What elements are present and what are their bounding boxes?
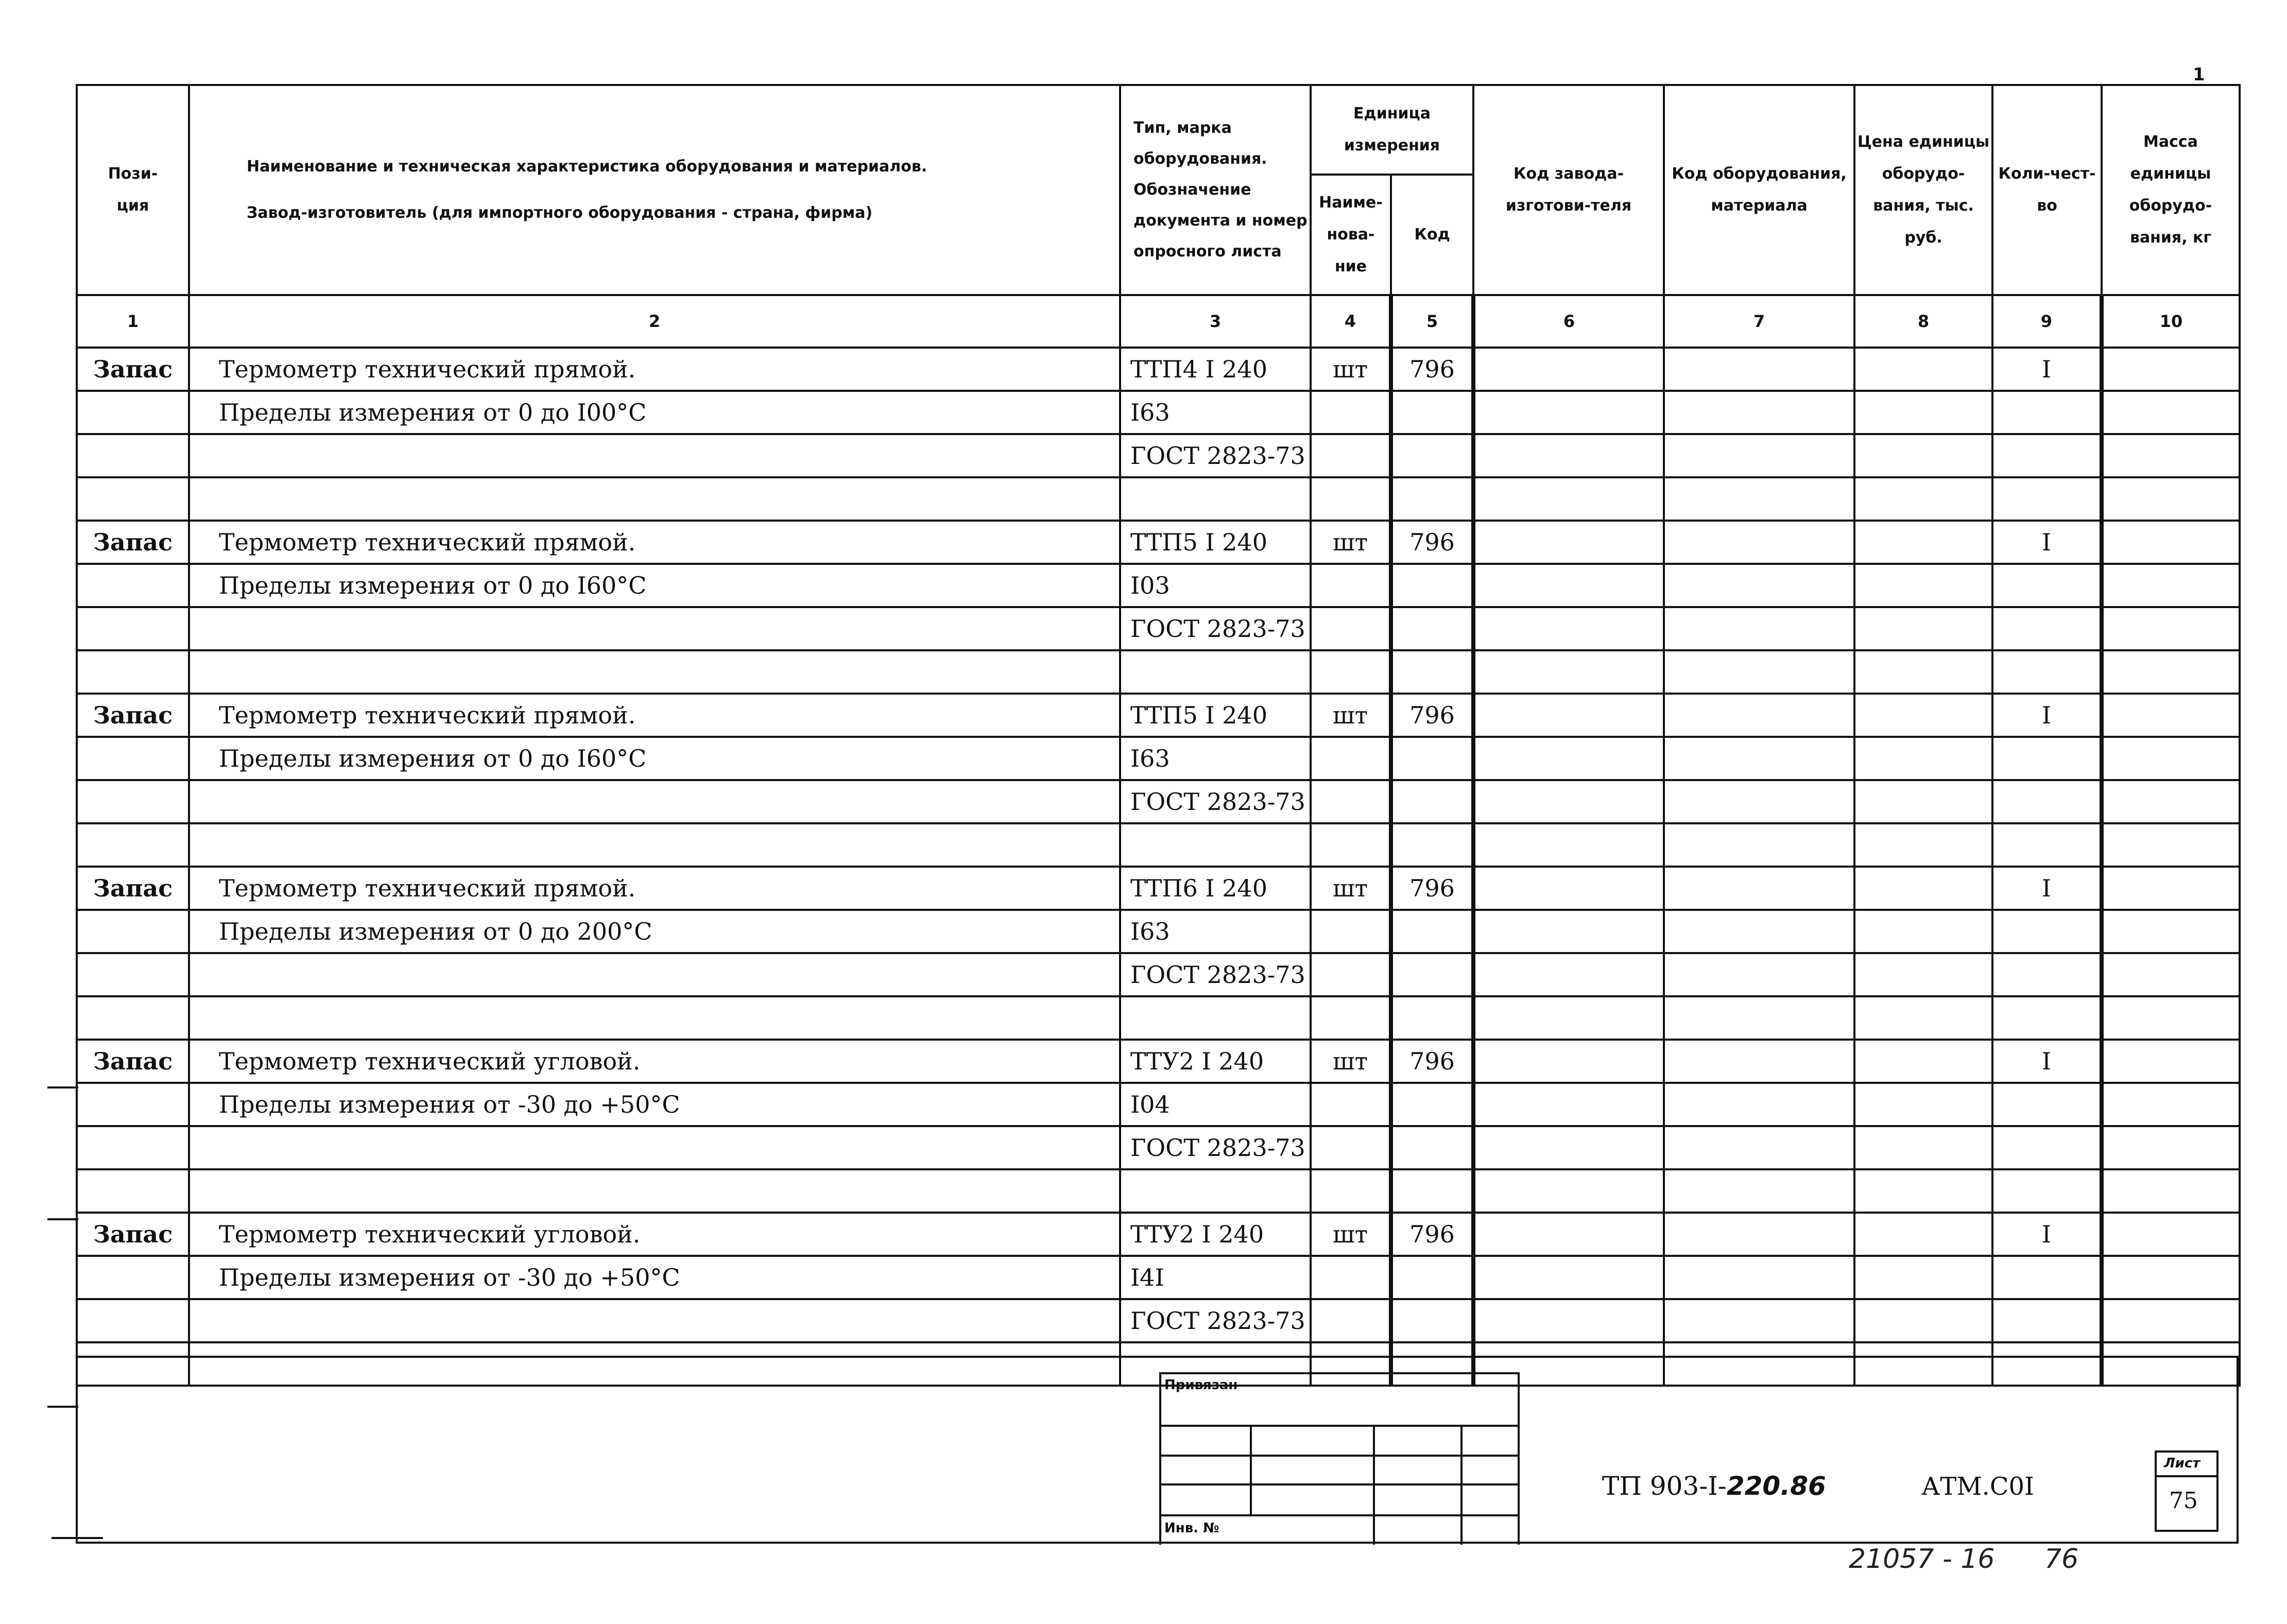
position-cell xyxy=(77,650,189,694)
column-number-row xyxy=(77,295,2240,348)
mass-cell xyxy=(2102,823,2240,867)
type-cell: ГОСТ 2823-73 xyxy=(1120,1126,1311,1169)
position-cell xyxy=(77,564,189,607)
handwritten-archive-number: 21057 - 16 xyxy=(1849,1544,1995,1575)
mass-cell xyxy=(2102,867,2240,910)
quantity-cell xyxy=(1992,780,2102,823)
header-name: Наименование и техническая характеристика оборудования и материалов. Завод-изготовитель (для импортного оборудования - страна, фирма) xyxy=(189,85,1120,295)
unit-code-cell xyxy=(1391,1083,1473,1126)
header-quantity: Коли-чест-во xyxy=(1992,85,2102,295)
type-cell xyxy=(1120,1169,1311,1213)
table-row xyxy=(77,477,2240,521)
maker-code-cell xyxy=(1473,1169,1664,1213)
maker-code-cell xyxy=(1473,1299,1664,1342)
position-cell: Запас xyxy=(77,867,189,910)
binding-stamp xyxy=(1159,1372,1520,1545)
position-cell xyxy=(77,780,189,823)
price-cell xyxy=(1854,477,1992,521)
sheet-number: 75 xyxy=(2169,1488,2198,1514)
unit-name-cell xyxy=(1311,910,1391,953)
name-cell: Термометр технический прямой. xyxy=(189,348,1120,391)
quantity-cell: I xyxy=(1992,694,2102,737)
price-cell xyxy=(1854,1040,1992,1083)
position-cell xyxy=(77,1256,189,1299)
table-row xyxy=(77,650,2240,694)
equipment-code-cell xyxy=(1664,1126,1854,1169)
equipment-code-cell xyxy=(1664,737,1854,780)
position-cell xyxy=(77,910,189,953)
price-cell xyxy=(1854,1213,1992,1256)
equipment-code-cell xyxy=(1664,1169,1854,1213)
maker-code-cell xyxy=(1473,737,1664,780)
spec-table xyxy=(76,84,2241,1387)
price-cell xyxy=(1854,434,1992,477)
quantity-cell xyxy=(1992,391,2102,434)
mass-cell xyxy=(2102,953,2240,996)
equipment-code-cell xyxy=(1664,996,1854,1040)
price-cell xyxy=(1854,953,1992,996)
table-row xyxy=(77,1213,2240,1256)
price-cell xyxy=(1854,564,1992,607)
quantity-cell xyxy=(1992,607,2102,650)
maker-code-cell xyxy=(1473,434,1664,477)
equipment-code-cell xyxy=(1664,1083,1854,1126)
unit-code-cell xyxy=(1391,780,1473,823)
unit-code-cell xyxy=(1391,477,1473,521)
unit-code-cell xyxy=(1391,607,1473,650)
column-number: 2 xyxy=(189,295,1120,348)
price-cell xyxy=(1854,391,1992,434)
unit-code-cell xyxy=(1391,953,1473,996)
spec-sheet xyxy=(76,84,2239,1544)
column-number: 5 xyxy=(1391,295,1473,348)
title-block xyxy=(76,1356,2239,1544)
maker-code-cell xyxy=(1473,694,1664,737)
maker-code-cell xyxy=(1473,521,1664,564)
maker-code-cell xyxy=(1473,1213,1664,1256)
unit-name-cell xyxy=(1311,953,1391,996)
page-number-top: 1 xyxy=(2193,64,2205,85)
column-number: 4 xyxy=(1311,295,1391,348)
unit-name-cell: шт xyxy=(1311,1040,1391,1083)
unit-code-cell xyxy=(1391,1256,1473,1299)
price-cell xyxy=(1854,780,1992,823)
unit-name-cell xyxy=(1311,1083,1391,1126)
mass-cell xyxy=(2102,737,2240,780)
quantity-cell xyxy=(1992,1256,2102,1299)
mass-cell xyxy=(2102,1083,2240,1126)
unit-name-cell xyxy=(1311,434,1391,477)
mass-cell xyxy=(2102,780,2240,823)
maker-code-cell xyxy=(1473,477,1664,521)
quantity-cell xyxy=(1992,564,2102,607)
position-cell: Запас xyxy=(77,521,189,564)
type-cell xyxy=(1120,996,1311,1040)
type-cell: ГОСТ 2823-73 xyxy=(1120,953,1311,996)
unit-code-cell xyxy=(1391,650,1473,694)
column-number: 10 xyxy=(2102,295,2240,348)
maker-code-cell xyxy=(1473,996,1664,1040)
handwritten-page-number: 76 xyxy=(2044,1544,2079,1575)
quantity-cell xyxy=(1992,910,2102,953)
table-row xyxy=(77,1083,2240,1126)
equipment-code-cell xyxy=(1664,1299,1854,1342)
unit-name-cell xyxy=(1311,737,1391,780)
name-cell xyxy=(189,650,1120,694)
unit-code-cell xyxy=(1391,564,1473,607)
type-cell: I63 xyxy=(1120,737,1311,780)
mass-cell xyxy=(2102,434,2240,477)
mass-cell xyxy=(2102,1126,2240,1169)
table-row xyxy=(77,1256,2240,1299)
name-cell: Пределы измерения от 0 до 200°C xyxy=(189,910,1120,953)
quantity-cell xyxy=(1992,737,2102,780)
table-row xyxy=(77,348,2240,391)
equipment-code-cell xyxy=(1664,867,1854,910)
name-cell xyxy=(189,780,1120,823)
type-cell: ГОСТ 2823-73 xyxy=(1120,780,1311,823)
table-row xyxy=(77,910,2240,953)
price-cell xyxy=(1854,823,1992,867)
column-number: 7 xyxy=(1664,295,1854,348)
quantity-cell xyxy=(1992,434,2102,477)
quantity-cell: I xyxy=(1992,1213,2102,1256)
name-cell: Термометр технический угловой. xyxy=(189,1213,1120,1256)
unit-code-cell xyxy=(1391,996,1473,1040)
mass-cell xyxy=(2102,1299,2240,1342)
equipment-code-cell xyxy=(1664,953,1854,996)
header-mass: Масса единицы оборудо-вания, кг xyxy=(2102,85,2240,295)
unit-code-cell: 796 xyxy=(1391,694,1473,737)
position-cell xyxy=(77,477,189,521)
table-row xyxy=(77,434,2240,477)
header-position: Пози- ция xyxy=(77,85,189,295)
type-cell: ТТУ2 I 240 xyxy=(1120,1213,1311,1256)
unit-name-cell xyxy=(1311,564,1391,607)
position-cell xyxy=(77,607,189,650)
type-cell: I04 xyxy=(1120,1083,1311,1126)
equipment-code-cell xyxy=(1664,823,1854,867)
name-cell xyxy=(189,477,1120,521)
quantity-cell xyxy=(1992,477,2102,521)
quantity-cell xyxy=(1992,823,2102,867)
type-cell: I63 xyxy=(1120,391,1311,434)
price-cell xyxy=(1854,1126,1992,1169)
document-code: АТМ.С0I xyxy=(1921,1472,2034,1501)
type-cell xyxy=(1120,823,1311,867)
unit-code-cell xyxy=(1391,1126,1473,1169)
position-cell xyxy=(77,1299,189,1342)
margin-mark xyxy=(47,1406,78,1408)
maker-code-cell xyxy=(1473,348,1664,391)
price-cell xyxy=(1854,1299,1992,1342)
unit-code-cell: 796 xyxy=(1391,1040,1473,1083)
unit-code-cell: 796 xyxy=(1391,867,1473,910)
position-cell: Запас xyxy=(77,1040,189,1083)
type-cell: I4I xyxy=(1120,1256,1311,1299)
quantity-cell: I xyxy=(1992,521,2102,564)
column-number: 8 xyxy=(1854,295,1992,348)
name-cell: Пределы измерения от 0 до I60°C xyxy=(189,564,1120,607)
maker-code-cell xyxy=(1473,910,1664,953)
type-cell: ГОСТ 2823-73 xyxy=(1120,607,1311,650)
maker-code-cell xyxy=(1473,1126,1664,1169)
table-row xyxy=(77,867,2240,910)
name-cell: Пределы измерения от 0 до I60°C xyxy=(189,737,1120,780)
price-cell xyxy=(1854,694,1992,737)
equipment-code-cell xyxy=(1664,477,1854,521)
name-cell xyxy=(189,953,1120,996)
unit-code-cell xyxy=(1391,434,1473,477)
maker-code-cell xyxy=(1473,1040,1664,1083)
quantity-cell xyxy=(1992,1299,2102,1342)
quantity-cell xyxy=(1992,1083,2102,1126)
unit-name-cell xyxy=(1311,780,1391,823)
unit-code-cell: 796 xyxy=(1391,521,1473,564)
type-cell xyxy=(1120,477,1311,521)
quantity-cell: I xyxy=(1992,867,2102,910)
position-cell: Запас xyxy=(77,1213,189,1256)
position-cell xyxy=(77,1169,189,1213)
table-row xyxy=(77,996,2240,1040)
equipment-code-cell xyxy=(1664,348,1854,391)
table-row xyxy=(77,823,2240,867)
price-cell xyxy=(1854,996,1992,1040)
table-row xyxy=(77,607,2240,650)
unit-name-cell: шт xyxy=(1311,521,1391,564)
quantity-cell xyxy=(1992,953,2102,996)
name-cell xyxy=(189,1299,1120,1342)
unit-name-cell xyxy=(1311,650,1391,694)
maker-code-cell xyxy=(1473,867,1664,910)
unit-name-cell: шт xyxy=(1311,694,1391,737)
unit-name-cell xyxy=(1311,996,1391,1040)
unit-name-cell xyxy=(1311,1299,1391,1342)
maker-code-cell xyxy=(1473,780,1664,823)
name-cell: Пределы измерения от -30 до +50°C xyxy=(189,1083,1120,1126)
inventory-label: Инв. № xyxy=(1164,1521,1219,1536)
unit-name-cell xyxy=(1311,1256,1391,1299)
type-cell: ТТП4 I 240 xyxy=(1120,348,1311,391)
unit-name-cell xyxy=(1311,477,1391,521)
maker-code-cell xyxy=(1473,391,1664,434)
maker-code-cell xyxy=(1473,953,1664,996)
mass-cell xyxy=(2102,391,2240,434)
price-cell xyxy=(1854,650,1992,694)
header-price: Цена единицы оборудо-вания, тыс. руб. xyxy=(1854,85,1992,295)
price-cell xyxy=(1854,910,1992,953)
column-number: 1 xyxy=(77,295,189,348)
name-cell xyxy=(189,434,1120,477)
column-number: 9 xyxy=(1992,295,2102,348)
margin-mark xyxy=(47,1218,78,1220)
unit-name-cell: шт xyxy=(1311,1213,1391,1256)
position-cell xyxy=(77,391,189,434)
position-cell xyxy=(77,737,189,780)
mass-cell xyxy=(2102,910,2240,953)
name-cell: Пределы измерения от -30 до +50°C xyxy=(189,1256,1120,1299)
unit-name-cell xyxy=(1311,1126,1391,1169)
equipment-code-cell xyxy=(1664,391,1854,434)
position-cell: Запас xyxy=(77,348,189,391)
table-row xyxy=(77,737,2240,780)
equipment-code-cell xyxy=(1664,607,1854,650)
equipment-code-cell xyxy=(1664,1256,1854,1299)
name-cell: Пределы измерения от 0 до I00°C xyxy=(189,391,1120,434)
header-unit-name: Наиме-нова-ние xyxy=(1311,175,1391,295)
quantity-cell xyxy=(1992,1126,2102,1169)
equipment-code-cell xyxy=(1664,564,1854,607)
unit-name-cell: шт xyxy=(1311,348,1391,391)
maker-code-cell xyxy=(1473,650,1664,694)
equipment-code-cell xyxy=(1664,650,1854,694)
unit-code-cell xyxy=(1391,1299,1473,1342)
table-row xyxy=(77,391,2240,434)
quantity-cell: I xyxy=(1992,1040,2102,1083)
quantity-cell xyxy=(1992,650,2102,694)
name-cell xyxy=(189,996,1120,1040)
equipment-code-cell xyxy=(1664,780,1854,823)
position-cell xyxy=(77,823,189,867)
table-row xyxy=(77,1299,2240,1342)
position-cell xyxy=(77,434,189,477)
maker-code-cell xyxy=(1473,564,1664,607)
margin-mark xyxy=(47,1086,78,1089)
equipment-code-cell xyxy=(1664,434,1854,477)
unit-name-cell xyxy=(1311,823,1391,867)
mass-cell xyxy=(2102,1040,2240,1083)
unit-name-cell xyxy=(1311,607,1391,650)
position-cell: Запас xyxy=(77,694,189,737)
mass-cell xyxy=(2102,1213,2240,1256)
type-cell: ТТП5 I 240 xyxy=(1120,694,1311,737)
unit-code-cell xyxy=(1391,823,1473,867)
position-cell xyxy=(77,1126,189,1169)
name-cell xyxy=(189,1126,1120,1169)
sheet-box xyxy=(2155,1450,2216,1533)
price-cell xyxy=(1854,1169,1992,1213)
equipment-code-cell xyxy=(1664,694,1854,737)
price-cell xyxy=(1854,521,1992,564)
unit-code-cell: 796 xyxy=(1391,348,1473,391)
type-cell: ТТП6 I 240 xyxy=(1120,867,1311,910)
header-unit-group: Единица измерения xyxy=(1311,85,1473,175)
unit-name-cell: шт xyxy=(1311,867,1391,910)
header-maker-code: Код завода-изготови-теля xyxy=(1473,85,1664,295)
price-cell xyxy=(1854,1256,1992,1299)
type-cell: ТТУ2 I 240 xyxy=(1120,1040,1311,1083)
mass-cell xyxy=(2102,694,2240,737)
table-row xyxy=(77,1040,2240,1083)
maker-code-cell xyxy=(1473,1256,1664,1299)
maker-code-cell xyxy=(1473,607,1664,650)
type-cell: ТТП5 I 240 xyxy=(1120,521,1311,564)
table-row xyxy=(77,1126,2240,1169)
unit-name-cell xyxy=(1311,391,1391,434)
unit-code-cell: 796 xyxy=(1391,1213,1473,1256)
unit-name-cell xyxy=(1311,1169,1391,1213)
name-cell: Термометр технический прямой. xyxy=(189,694,1120,737)
equipment-code-cell xyxy=(1664,910,1854,953)
header-unit-code: Код xyxy=(1391,175,1473,295)
mass-cell xyxy=(2102,521,2240,564)
maker-code-cell xyxy=(1473,1083,1664,1126)
mass-cell xyxy=(2102,607,2240,650)
column-number: 3 xyxy=(1120,295,1311,348)
maker-code-cell xyxy=(1473,823,1664,867)
document-number: ТП 903-I-220.86 xyxy=(1602,1471,1826,1501)
name-cell: Термометр технический прямой. xyxy=(189,521,1120,564)
position-cell xyxy=(77,996,189,1040)
column-number: 6 xyxy=(1473,295,1664,348)
mass-cell xyxy=(2102,348,2240,391)
position-cell xyxy=(77,953,189,996)
position-cell xyxy=(77,1083,189,1126)
mass-cell xyxy=(2102,996,2240,1040)
price-cell xyxy=(1854,1083,1992,1126)
mass-cell xyxy=(2102,1256,2240,1299)
name-cell xyxy=(189,1169,1120,1213)
mass-cell xyxy=(2102,564,2240,607)
type-cell: I03 xyxy=(1120,564,1311,607)
unit-code-cell xyxy=(1391,910,1473,953)
price-cell xyxy=(1854,867,1992,910)
type-cell xyxy=(1120,650,1311,694)
table-row xyxy=(77,521,2240,564)
unit-code-cell xyxy=(1391,391,1473,434)
equipment-code-cell xyxy=(1664,1213,1854,1256)
quantity-cell xyxy=(1992,1169,2102,1213)
name-cell: Термометр технический угловой. xyxy=(189,1040,1120,1083)
price-cell xyxy=(1854,737,1992,780)
table-row xyxy=(77,694,2240,737)
table-row xyxy=(77,953,2240,996)
quantity-cell xyxy=(1992,996,2102,1040)
table-row xyxy=(77,780,2240,823)
mass-cell xyxy=(2102,1169,2240,1213)
name-cell xyxy=(189,823,1120,867)
sheet-label: Лист xyxy=(2164,1456,2200,1471)
header-type: Тип, марка оборудования. Обозначение документа и номер опросного листа xyxy=(1120,85,1311,295)
type-cell: ГОСТ 2823-73 xyxy=(1120,434,1311,477)
table-row xyxy=(77,564,2240,607)
unit-code-cell xyxy=(1391,737,1473,780)
mass-cell xyxy=(2102,650,2240,694)
equipment-code-cell xyxy=(1664,521,1854,564)
type-cell: ГОСТ 2823-73 xyxy=(1120,1299,1311,1342)
quantity-cell: I xyxy=(1992,348,2102,391)
type-cell: I63 xyxy=(1120,910,1311,953)
table-row xyxy=(77,1169,2240,1213)
name-cell: Термометр технический прямой. xyxy=(189,867,1120,910)
name-cell xyxy=(189,607,1120,650)
stamp-label: Привязан xyxy=(1164,1377,1238,1393)
price-cell xyxy=(1854,607,1992,650)
mass-cell xyxy=(2102,477,2240,521)
price-cell xyxy=(1854,348,1992,391)
equipment-code-cell xyxy=(1664,1040,1854,1083)
header-equipment-code: Код оборудования, материала xyxy=(1664,85,1854,295)
unit-code-cell xyxy=(1391,1169,1473,1213)
